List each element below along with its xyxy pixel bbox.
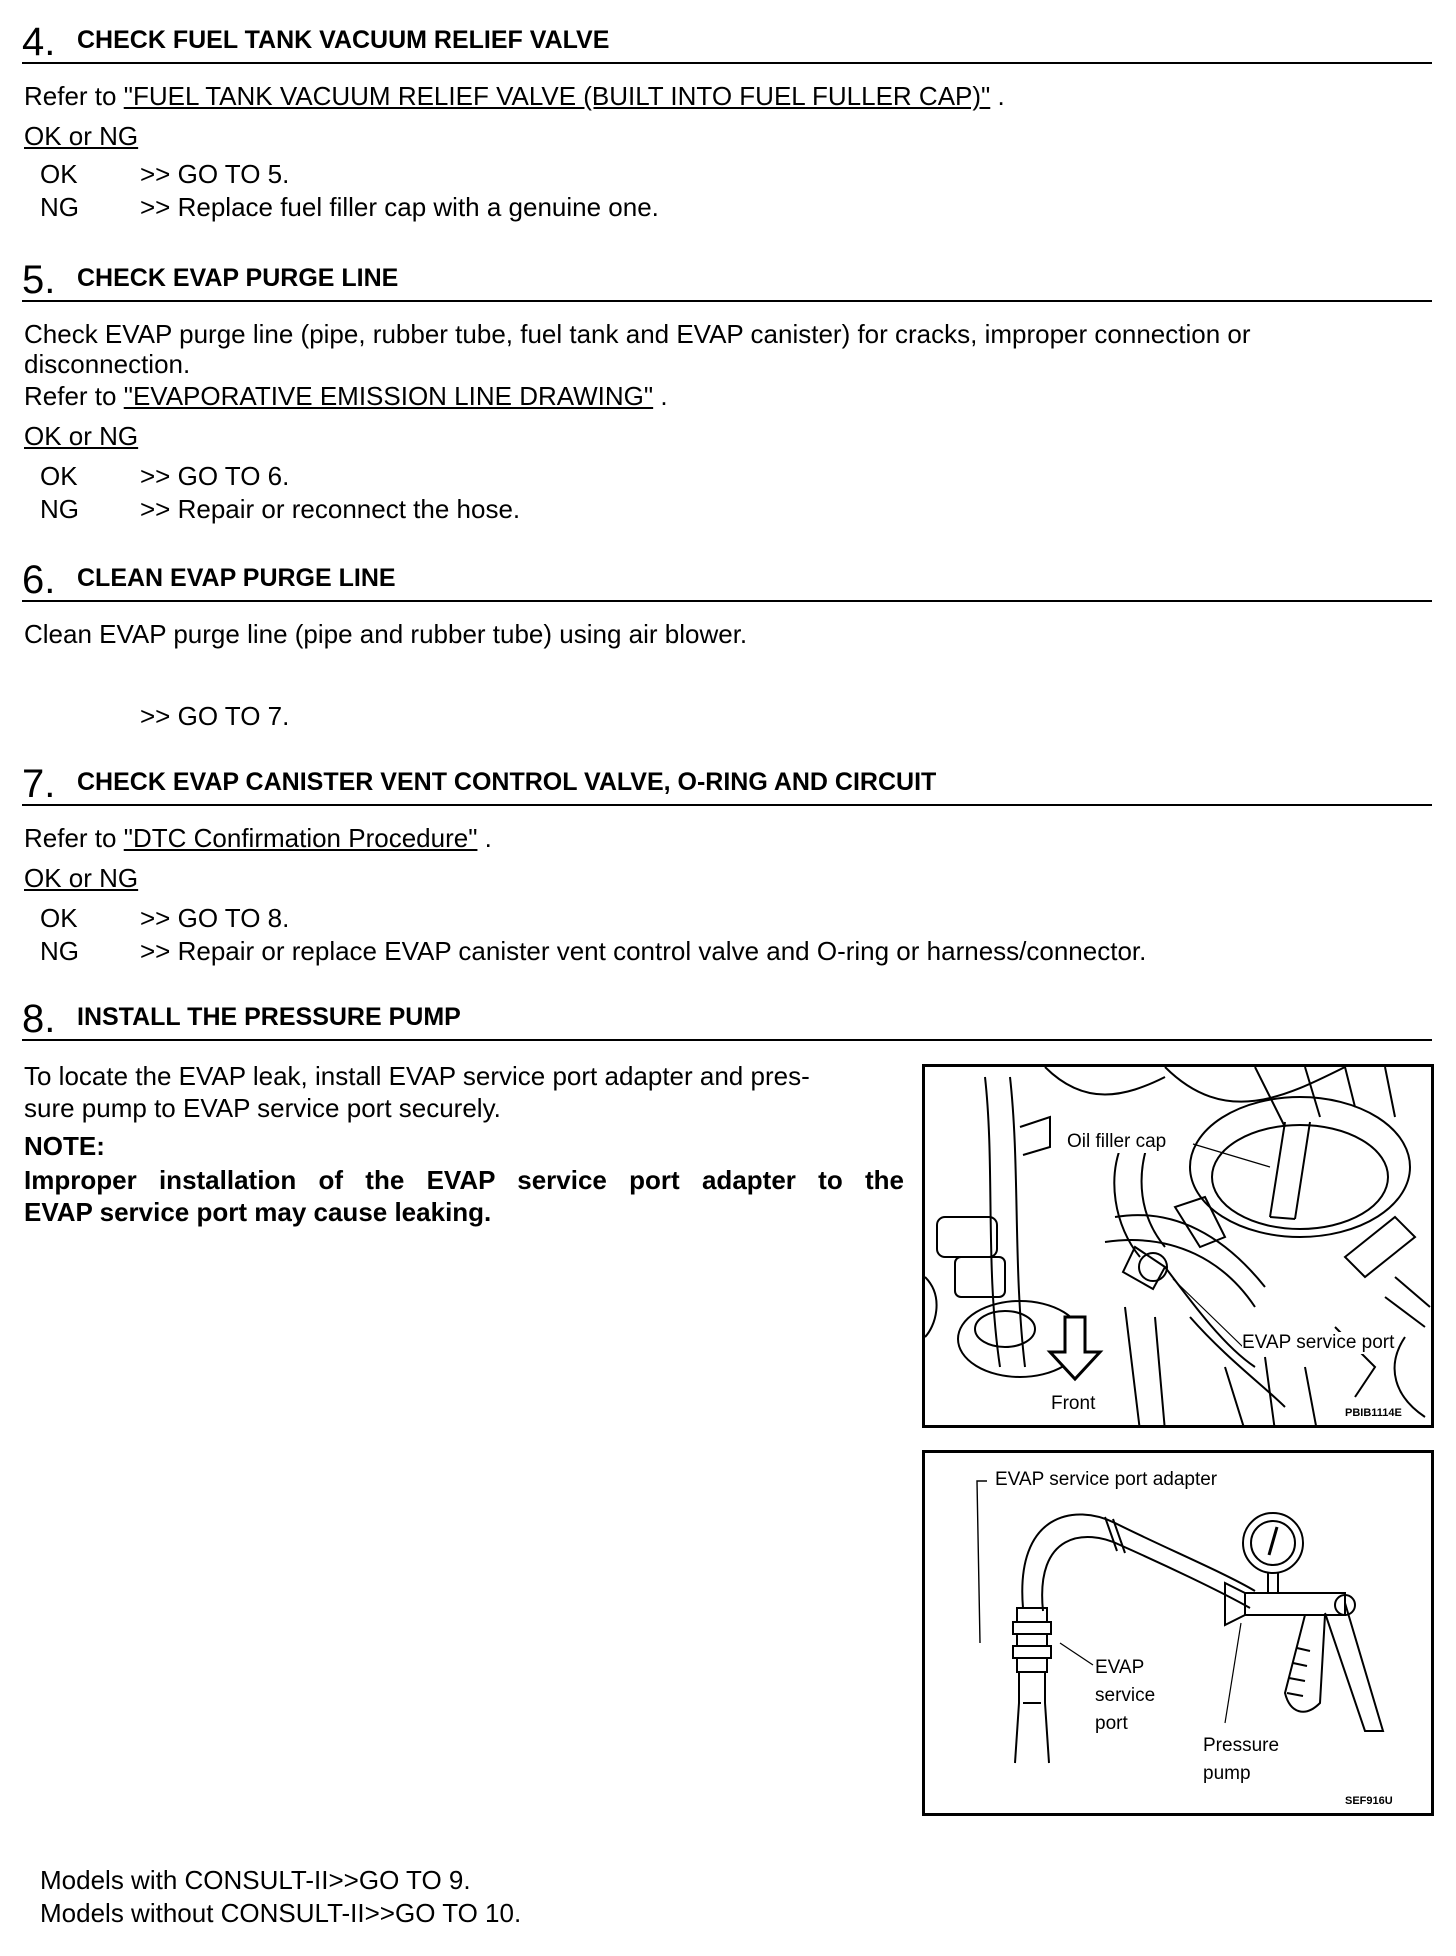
ok-or-ng-label: OK or NG <box>24 421 139 451</box>
refer-prefix: Refer to <box>24 381 117 411</box>
front-label: Front <box>1051 1393 1096 1414</box>
body-text: sure pump to EVAP service port securely. <box>24 1093 501 1123</box>
step-title: CHECK EVAP PURGE LINE <box>77 264 399 292</box>
ok-label: OK <box>40 461 78 491</box>
adapter-label: EVAP service port adapter <box>995 1469 1218 1490</box>
section-4-header <box>22 20 1432 64</box>
refer-prefix: Refer to <box>24 823 117 853</box>
step-title: CHECK EVAP CANISTER VENT CONTROL VALVE, O-RING AND CIRCUIT <box>77 768 937 796</box>
refer-line <box>24 380 668 412</box>
ng-label: NG <box>40 936 79 966</box>
engine-bay-illustration <box>925 1067 1434 1428</box>
note-text: EVAP service port may cause leaking. <box>24 1197 492 1227</box>
ok-or-ng-label: OK or NG <box>24 863 139 893</box>
refer-suffix: . <box>484 823 492 853</box>
ok-action: >> GO TO 5. <box>140 159 290 189</box>
body-text: Check EVAP purge line (pipe, rubber tube, fuel tank and EVAP canister) for cracks, improper connection or <box>24 319 1251 349</box>
body-text: Clean EVAP purge line (pipe and rubber tube) using air blower. <box>24 619 748 649</box>
refer-prefix: Refer to <box>24 81 117 111</box>
ok-label: OK <box>40 903 78 933</box>
figure-code: SEF916U <box>1345 1795 1393 1807</box>
section-8-header <box>22 997 1432 1041</box>
section-6-header <box>22 558 1432 602</box>
step-number: 8. <box>22 997 56 1041</box>
step-title: CLEAN EVAP PURGE LINE <box>77 564 396 592</box>
action-text: >> GO TO 7. <box>140 701 290 731</box>
section-5-header <box>22 258 1432 302</box>
step-number: 6. <box>22 558 56 602</box>
body-text: To locate the EVAP leak, install EVAP service port adapter and pres- <box>24 1061 810 1091</box>
step-number: 7. <box>22 762 56 806</box>
refer-link[interactable]: "EVAPORATIVE EMISSION LINE DRAWING" <box>123 381 654 411</box>
service-port-label-line1: EVAP <box>1095 1657 1145 1678</box>
service-port-label-line3: port <box>1095 1713 1128 1734</box>
figure-code: PBIB1114E <box>1345 1407 1402 1419</box>
note-label: NOTE: <box>24 1131 105 1161</box>
refer-link[interactable]: "FUEL TANK VACUUM RELIEF VALVE (BUILT INTO FUEL FULLER CAP)" <box>123 81 991 111</box>
section-7-header <box>22 762 1432 806</box>
ng-label: NG <box>40 192 79 222</box>
evap-service-port-label: EVAP service port <box>1242 1332 1395 1353</box>
refer-suffix: . <box>660 381 668 411</box>
refer-link[interactable]: "DTC Confirmation Procedure" <box>123 823 478 853</box>
step-number: 5. <box>22 258 56 302</box>
note-text: Improper installation of the EVAP service port adapter to the <box>24 1165 904 1195</box>
result-no-consult: Models without CONSULT-II>>GO TO 10. <box>40 1898 522 1928</box>
ok-label: OK <box>40 159 78 189</box>
ok-action: >> GO TO 8. <box>140 903 290 933</box>
body-text: disconnection. <box>24 349 191 379</box>
pressure-pump-figure <box>922 1450 1434 1816</box>
ng-action: >> Repair or reconnect the hose. <box>140 494 521 524</box>
ok-or-ng-label: OK or NG <box>24 121 139 151</box>
oil-filler-cap-label: Oil filler cap <box>1067 1131 1167 1152</box>
step-title: INSTALL THE PRESSURE PUMP <box>77 1003 461 1031</box>
pressure-pump-label-line2: pump <box>1203 1763 1251 1784</box>
refer-suffix: . <box>997 81 1005 111</box>
ng-label: NG <box>40 494 79 524</box>
step-title: CHECK FUEL TANK VACUUM RELIEF VALVE <box>77 26 610 54</box>
engine-bay-figure <box>922 1064 1434 1428</box>
refer-line <box>24 822 492 854</box>
ok-action: >> GO TO 6. <box>140 461 290 491</box>
pressure-pump-illustration <box>925 1453 1434 1816</box>
ng-action: >> Repair or replace EVAP canister vent control valve and O-ring or harness/connector. <box>140 936 1147 966</box>
result-consult: Models with CONSULT-II>>GO TO 9. <box>40 1865 471 1895</box>
ng-action: >> Replace fuel filler cap with a genuine one. <box>140 192 659 222</box>
service-port-label-line2: service <box>1095 1685 1156 1706</box>
pressure-pump-label-line1: Pressure <box>1203 1735 1280 1756</box>
refer-line <box>24 80 1005 112</box>
step-number: 4. <box>22 20 56 64</box>
